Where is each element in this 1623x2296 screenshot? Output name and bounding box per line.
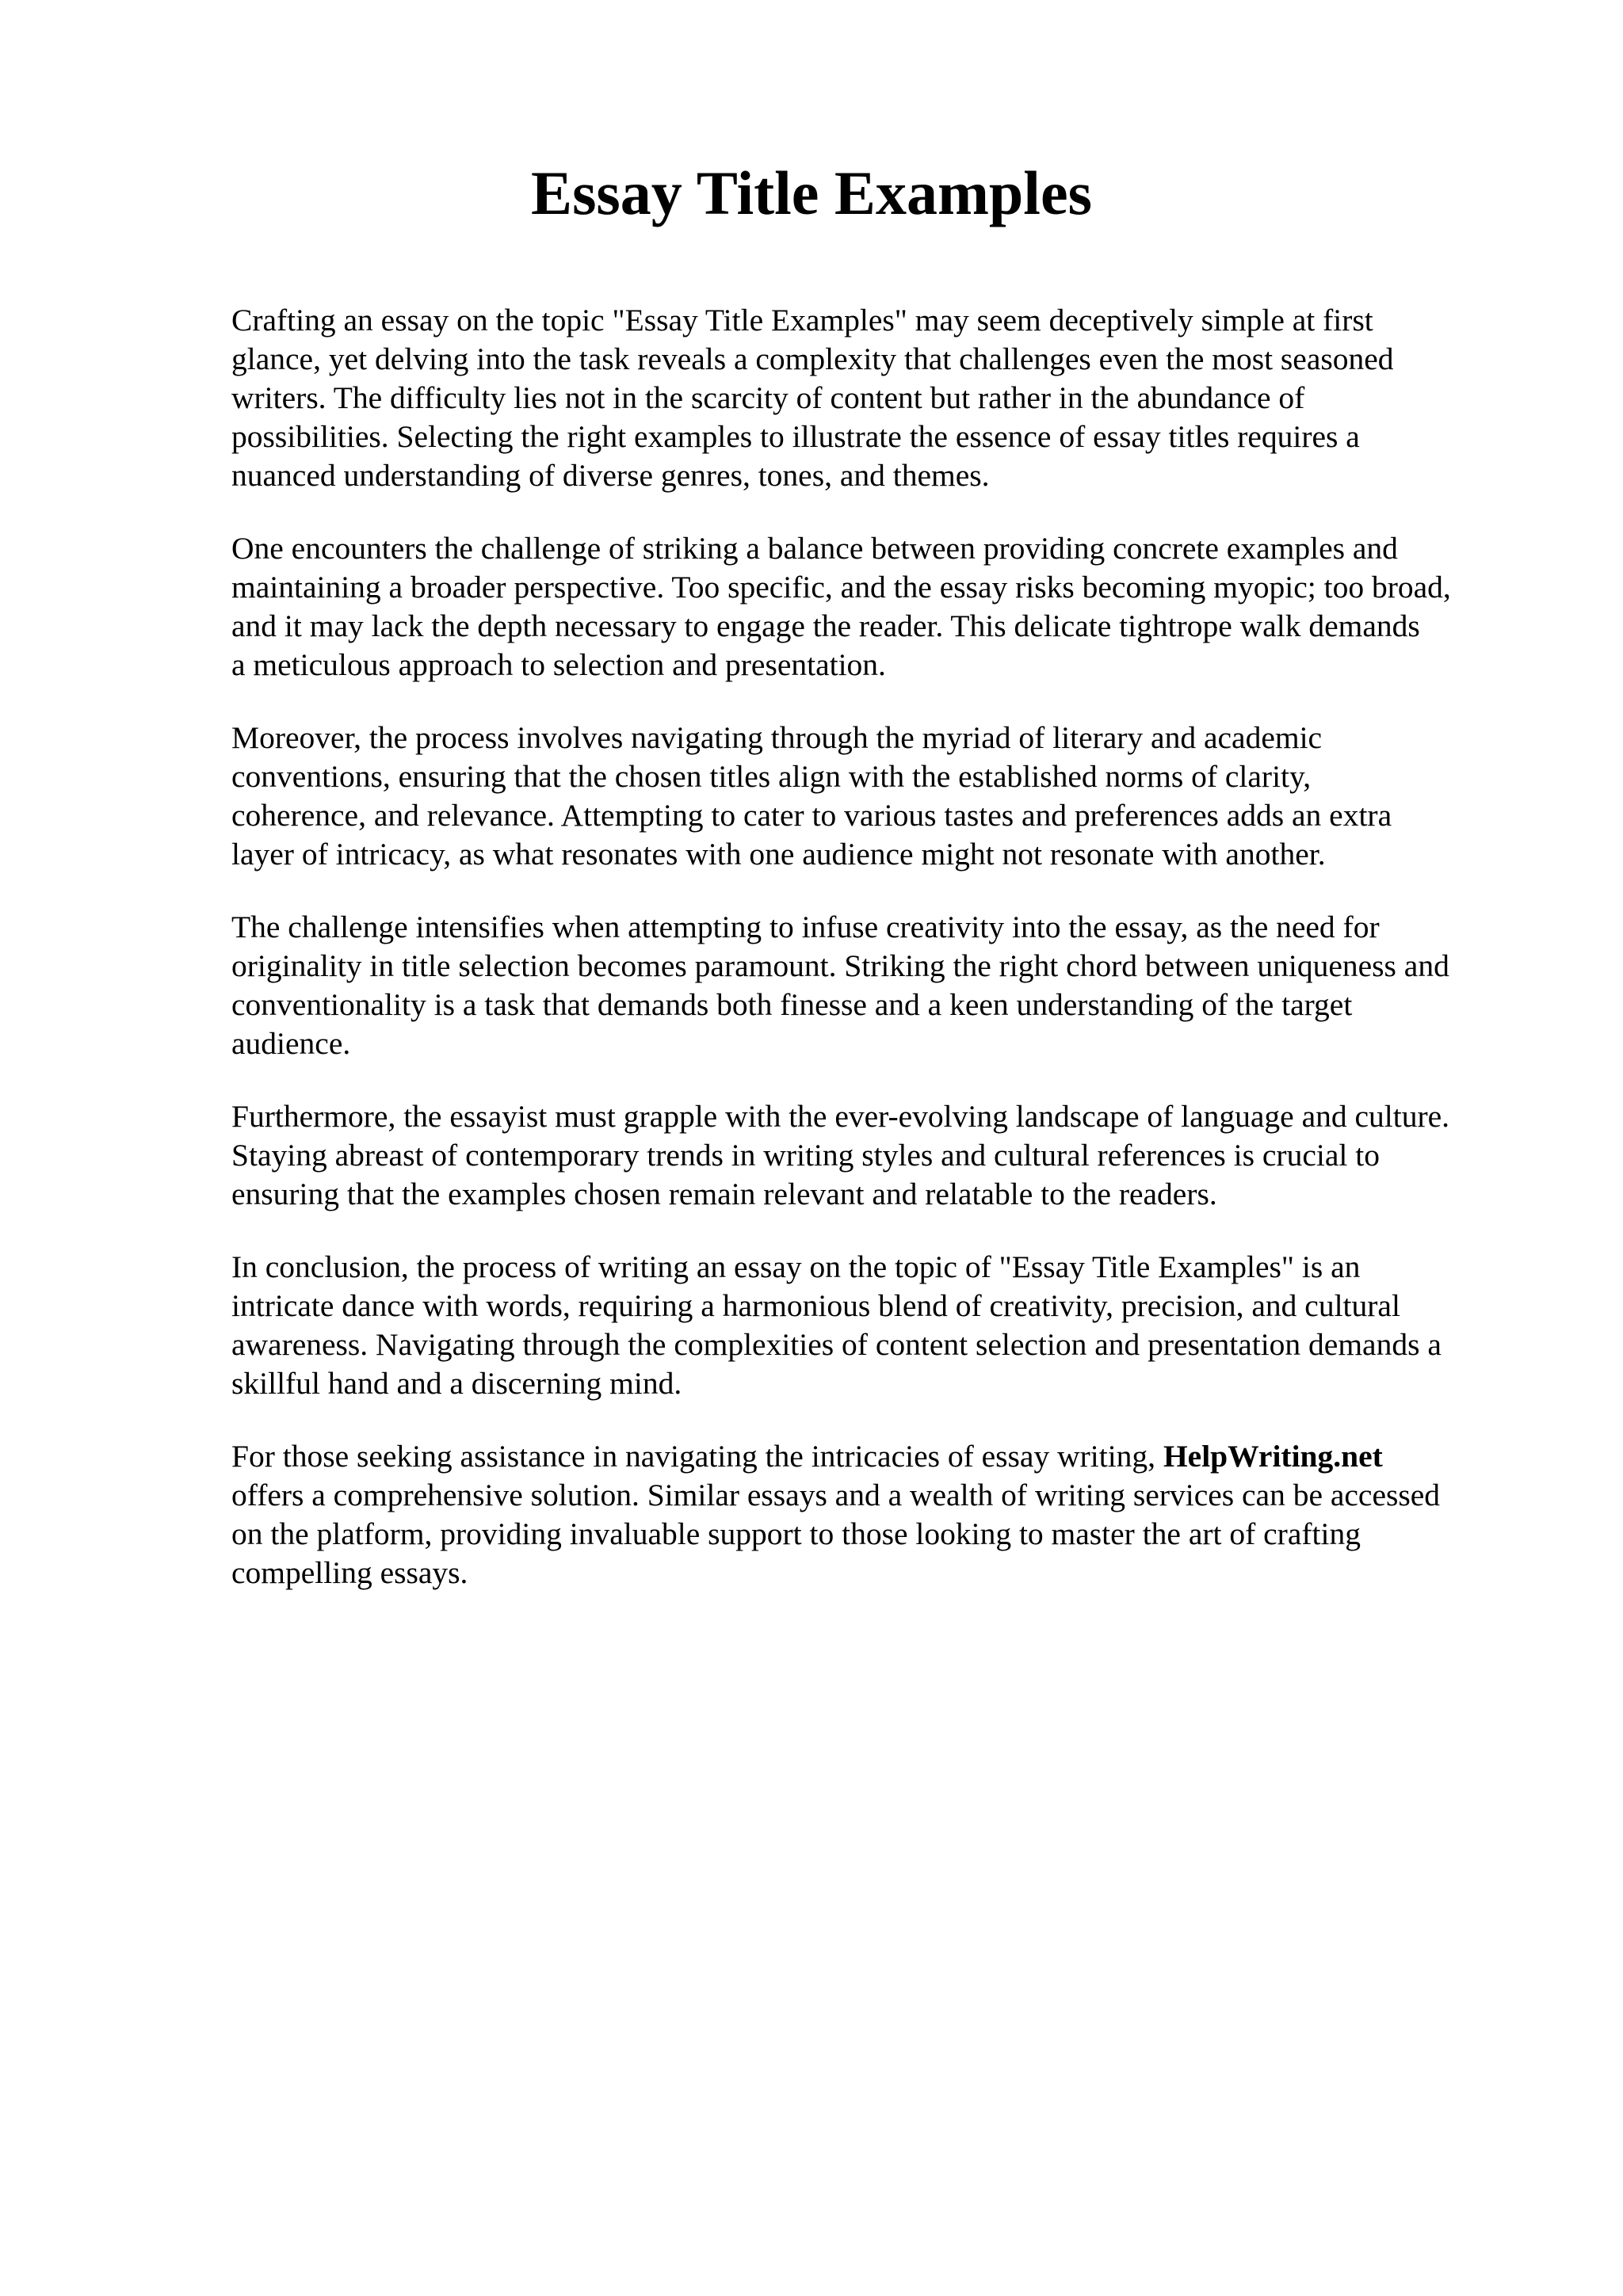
brand-name: HelpWriting.net: [1163, 1439, 1383, 1474]
paragraph-line: One encounters the challenge of striking a balance between providing concrete examples and: [231, 531, 1398, 566]
paragraph-line: ensuring that the examples chosen remain relevant and relatable to the readers.: [231, 1177, 1217, 1211]
paragraph-balance: [231, 529, 1563, 685]
paragraph-line: Furthermore, the essayist must grapple with the ever-evolving landscape of language and culture.: [231, 1099, 1450, 1134]
paragraph-line: maintaining a broader perspective. Too specific, and the essay risks becoming myopic; too broad,: [231, 570, 1451, 605]
paragraph-line: Moreover, the process involves navigating through the myriad of literary and academic: [231, 720, 1323, 755]
paragraph-line: awareness. Navigating through the complexities of content selection and presentation demands a: [231, 1327, 1442, 1362]
paragraph-line: Crafting an essay on the topic "Essay Title Examples" may seem deceptively simple at first: [231, 303, 1373, 338]
paragraph-line: conventions, ensuring that the chosen titles align with the established norms of clarity,: [231, 759, 1312, 794]
paragraph-line: audience.: [231, 1026, 351, 1061]
paragraph-conclusion: [231, 1248, 1563, 1403]
closing-lead-text: For those seeking assistance in navigating the intricacies of essay writing,: [231, 1439, 1163, 1474]
paragraph-line: conventionality is a task that demands both finesse and a keen understanding of the target: [231, 987, 1353, 1022]
paragraph-line: a meticulous approach to selection and presentation.: [231, 647, 886, 682]
essay-body: [231, 301, 1563, 1627]
page-title: Essay Title Examples: [531, 158, 1092, 227]
paragraph-line: offers a comprehensive solution. Similar essays and a wealth of writing services can be accessed: [231, 1478, 1441, 1512]
paragraph-line: glance, yet delving into the task reveals a complexity that challenges even the most seasoned: [231, 341, 1394, 376]
paragraph-line: skillful hand and a discerning mind.: [231, 1366, 682, 1401]
paragraph-line: possibilities. Selecting the right examples to illustrate the essence of essay titles requires a: [231, 419, 1360, 454]
paragraph-line: on the platform, providing invaluable support to those looking to master the art of crafting: [231, 1516, 1361, 1551]
paragraph-line: originality in title selection becomes paramount. Striking the right chord between uniqueness and: [231, 948, 1449, 983]
paragraph-line: In conclusion, the process of writing an essay on the topic of "Essay Title Examples" is an: [231, 1249, 1361, 1284]
paragraph-closing: [231, 1437, 1563, 1592]
paragraph-conventions: [231, 719, 1563, 874]
paragraph-line: intricate dance with words, requiring a harmonious blend of creativity, precision, and cultural: [231, 1288, 1400, 1323]
paragraph-line: layer of intricacy, as what resonates with one audience might not resonate with another.: [231, 837, 1326, 871]
paragraph-line: The challenge intensifies when attempting to infuse creativity into the essay, as the need for: [231, 910, 1380, 944]
paragraph-line: compelling essays.: [231, 1555, 468, 1590]
paragraph-line: writers. The difficulty lies not in the scarcity of content but rather in the abundance of: [231, 380, 1305, 415]
paragraph-intro: [231, 301, 1563, 495]
paragraph-line: coherence, and relevance. Attempting to cater to various tastes and preferences adds an extra: [231, 798, 1392, 833]
paragraph-creativity: [231, 908, 1563, 1063]
paragraph-line: [231, 1437, 1563, 1476]
paragraph-line: Staying abreast of contemporary trends in writing styles and cultural references is crucial to: [231, 1138, 1380, 1173]
paragraph-line: nuanced understanding of diverse genres, tones, and themes.: [231, 458, 990, 493]
paragraph-culture: [231, 1097, 1563, 1214]
paragraph-line: and it may lack the depth necessary to engage the reader. This delicate tightrope walk demands: [231, 608, 1420, 643]
